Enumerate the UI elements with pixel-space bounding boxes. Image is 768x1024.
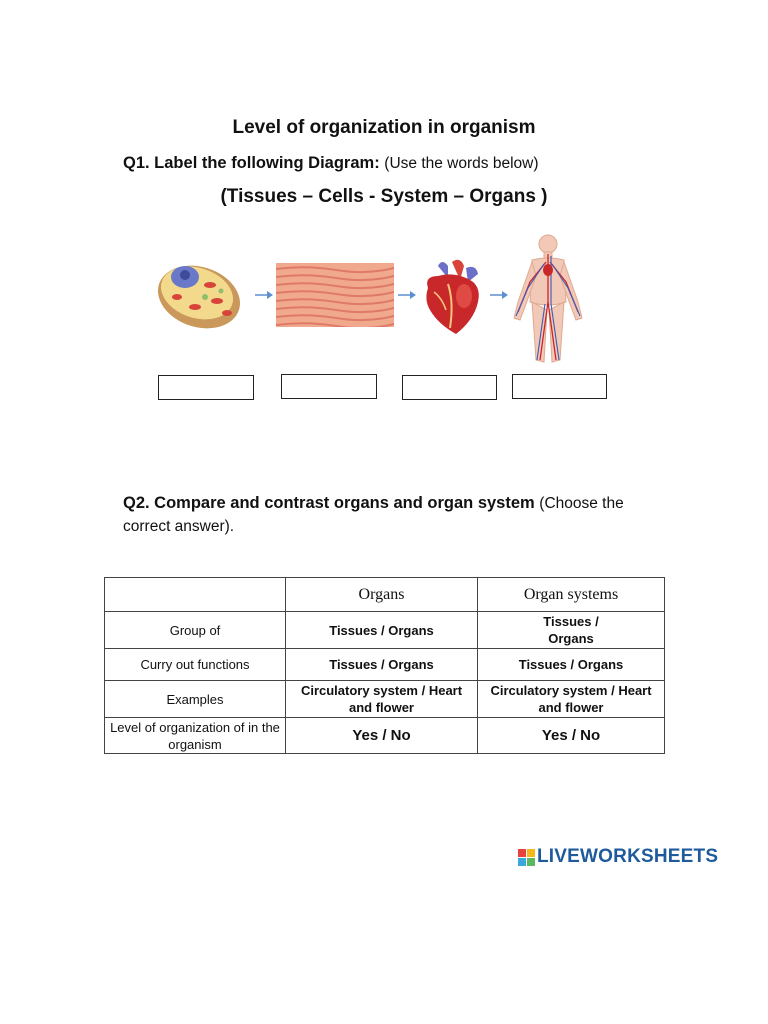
- logo-mark-icon: [518, 849, 535, 866]
- question-2-label: Q2. Compare and contrast organs and organ system: [123, 494, 535, 512]
- worksheet-title: Level of organization in organism: [232, 117, 536, 138]
- table-header-empty: [105, 578, 286, 612]
- answer-cell[interactable]: Circulatory system / Heart and flower: [286, 681, 478, 718]
- row-label: Examples: [105, 681, 286, 718]
- question-1-label: Q1. Label the following Diagram:: [123, 154, 380, 172]
- question-1-hint: (Use the words below): [384, 155, 539, 172]
- tissue-icon: [276, 263, 394, 327]
- table-header-organs: Organs: [286, 578, 478, 612]
- table-header-row: [105, 578, 665, 612]
- answer-box-organs[interactable]: [402, 375, 497, 400]
- word-bank: (Tissues – Cells - System – Organs ): [220, 186, 548, 207]
- table-row: [105, 612, 665, 649]
- table-row: [105, 649, 665, 681]
- answer-box-system[interactable]: [512, 374, 607, 399]
- arrow-right-icon: [490, 290, 508, 300]
- answer-box-tissues[interactable]: [281, 374, 377, 399]
- table-header-organ-systems: Organ systems: [478, 578, 665, 612]
- answer-cell[interactable]: Yes / No: [286, 718, 478, 754]
- liveworksheets-logo: [518, 846, 718, 868]
- table-row: [105, 718, 665, 754]
- row-label: Group of: [105, 612, 286, 649]
- answer-cell[interactable]: Tissues / Organs: [286, 612, 478, 649]
- question-2-hint: (Choose the correct answer).: [123, 495, 624, 535]
- arrow-right-icon: [255, 290, 273, 300]
- question-2: [123, 492, 643, 538]
- answer-cell[interactable]: Yes / No: [478, 718, 665, 754]
- answer-cell[interactable]: Tissues / Organs: [286, 649, 478, 681]
- cell-icon: [155, 255, 243, 333]
- answer-cell[interactable]: Tissues / Organs: [478, 612, 665, 649]
- logo-text: LIVEWORKSHEETS: [537, 846, 719, 867]
- heart-organ-icon: [420, 258, 484, 336]
- answer-box-cells[interactable]: [158, 375, 254, 400]
- answer-cell[interactable]: Circulatory system / Heart and flower: [478, 681, 665, 718]
- row-label: Level of organization of in the organism: [105, 718, 286, 754]
- compare-table: [104, 577, 665, 754]
- human-body-system-icon: [508, 232, 588, 368]
- row-label: Curry out functions: [105, 649, 286, 681]
- question-1: [123, 154, 539, 173]
- table-row: [105, 681, 665, 718]
- arrow-right-icon: [398, 290, 416, 300]
- answer-cell[interactable]: Tissues / Organs: [478, 649, 665, 681]
